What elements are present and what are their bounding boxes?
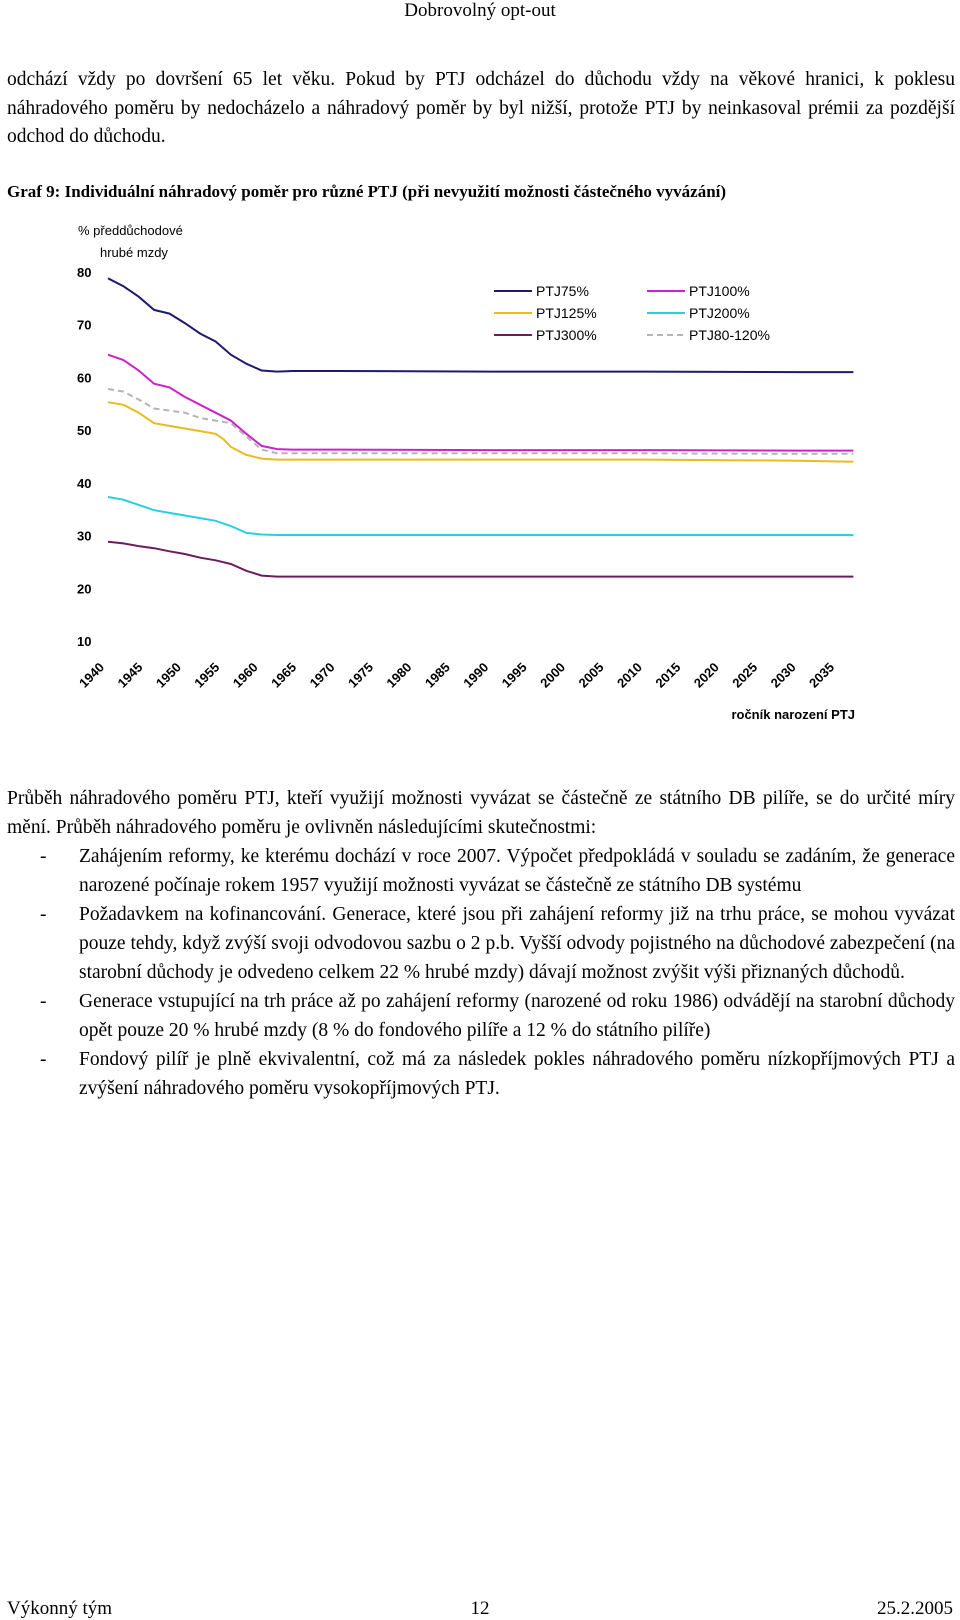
x-tick-label: 2010 bbox=[613, 659, 646, 691]
x-tick-label: 1955 bbox=[191, 659, 223, 691]
chart-series bbox=[108, 278, 853, 576]
bullet-text: Fondový pilíř je plně ekvivalentní, což má za následek pokles náhradového poměru nízkopříjmových PTJ a zvýšení náhradového poměru vysokopříjmových PTJ. bbox=[79, 1049, 955, 1099]
x-tick-label: 2030 bbox=[767, 659, 799, 691]
y-tick-label: 70 bbox=[77, 317, 92, 333]
y-tick-label: 40 bbox=[77, 475, 92, 491]
bullet-item bbox=[7, 900, 955, 987]
x-tick-label: 1965 bbox=[268, 659, 300, 691]
bullet-dash: - bbox=[40, 904, 47, 925]
series-line-ptj300- bbox=[108, 542, 853, 577]
bullet-text: Požadavkem na kofinancování. Generace, které jsou při zahájení reformy již na trhu práce, se mohou vyvázat pouze tehdy, když zvýší svoji odvodovou sazbu o 2 p.b. Vyšší odvody pojistného na důchodové zabezpečení (na starobní důchody je odvedeno celkem 22 % hrubé mzdy) dávají možnost zvýšit výši přiznaných důchodů. bbox=[79, 904, 955, 983]
page-header-title: Dobrovolný opt-out bbox=[404, 0, 556, 21]
bullet-text: Zahájením reformy, ke kterému dochází v roce 2007. Výpočet předpokládá v souladu se zadáním, že generace narozené počínaje rokem 1957 využijí možnosti vyvázat se částečně ze státního DB systému bbox=[79, 846, 955, 896]
x-tick-label: 2020 bbox=[690, 659, 722, 691]
x-tick-label: 1940 bbox=[76, 659, 108, 691]
x-tick-label: 2015 bbox=[652, 659, 684, 691]
bullet-dash: - bbox=[40, 1049, 47, 1070]
bullet-text: Generace vstupující na trh práce až po zahájení reformy (narozené od roku 1986) odvádějí na starobní důchody opět pouze 20 % hrubé mzdy (8 % do fondového pilíře a 12 % do státního pilíře) bbox=[79, 991, 955, 1041]
y-tick-label: 80 bbox=[77, 265, 92, 280]
y-axis-label-line2: hrubé mzdy bbox=[100, 245, 168, 260]
x-axis-label: ročník narození PTJ bbox=[731, 707, 855, 722]
chart-legend bbox=[494, 283, 770, 343]
x-tick-label: 1970 bbox=[306, 659, 338, 691]
y-tick-label: 20 bbox=[77, 581, 92, 597]
x-tick-label: 1995 bbox=[498, 659, 530, 691]
series-line-ptj125- bbox=[108, 402, 853, 462]
footer-date: 25.2.2005 bbox=[877, 1598, 953, 1619]
y-tick-label: 50 bbox=[77, 423, 92, 439]
bullet-item bbox=[7, 1045, 955, 1103]
bullet-dash: - bbox=[40, 991, 47, 1012]
footer-team: Výkonný tým bbox=[7, 1598, 113, 1619]
legend-label: PTJ80-120% bbox=[689, 327, 770, 343]
x-tick-label: 2025 bbox=[729, 659, 761, 691]
x-tick-label: 1990 bbox=[460, 659, 492, 691]
x-tick-label: 1980 bbox=[383, 659, 415, 691]
y-tick-label: 30 bbox=[77, 528, 92, 544]
x-tick-label: 2005 bbox=[575, 659, 607, 691]
series-line-ptj80-120- bbox=[108, 389, 853, 454]
x-axis-ticks bbox=[76, 660, 837, 691]
x-tick-label: 2000 bbox=[537, 659, 569, 691]
x-tick-label: 1975 bbox=[345, 659, 377, 691]
body-text bbox=[7, 784, 955, 1103]
y-axis-ticks bbox=[77, 265, 91, 649]
x-tick-label: 1945 bbox=[114, 659, 146, 691]
bullet-item bbox=[7, 842, 955, 900]
x-tick-label: 1985 bbox=[421, 659, 453, 691]
legend-label: PTJ200% bbox=[689, 305, 750, 321]
intro-paragraph: odchází vždy po dovršení 65 let věku. Pokud by PTJ odcházel do důchodu vždy na věkové hranici, k poklesu náhradového poměru by nedocházelo a náhradový poměr by byl nižší, protože PTJ by neinkasoval prémii za pozdější odchod do důchodu. bbox=[7, 69, 955, 147]
legend-label: PTJ125% bbox=[536, 305, 597, 321]
x-tick-label: 2035 bbox=[806, 659, 838, 691]
legend-label: PTJ300% bbox=[536, 327, 597, 343]
y-axis-label-line1: % předdůchodové bbox=[78, 223, 183, 238]
y-tick-label: 10 bbox=[77, 634, 92, 649]
figure-caption: Graf 9: Individuální náhradový poměr pro různé PTJ (při nevyužití možnosti částečného vyvázání) bbox=[7, 182, 727, 201]
y-tick-label: 60 bbox=[77, 370, 92, 386]
series-line-ptj200- bbox=[108, 497, 853, 535]
body-paragraph: Průběh náhradového poměru PTJ, kteří využijí možnosti vyvázat se částečně ze státního DB pilíře, se do určité míry mění. Průběh náhradového poměru je ovlivněn následujícími skutečnostmi: bbox=[7, 788, 955, 838]
footer-page-number: 12 bbox=[470, 1598, 490, 1619]
replacement-ratio-chart bbox=[0, 222, 960, 752]
x-tick-label: 1950 bbox=[152, 659, 184, 691]
legend-label: PTJ100% bbox=[689, 283, 750, 299]
bullet-item bbox=[7, 987, 955, 1045]
x-tick-label: 1960 bbox=[229, 659, 261, 691]
bullet-dash: - bbox=[40, 846, 47, 867]
legend-label: PTJ75% bbox=[536, 283, 589, 299]
